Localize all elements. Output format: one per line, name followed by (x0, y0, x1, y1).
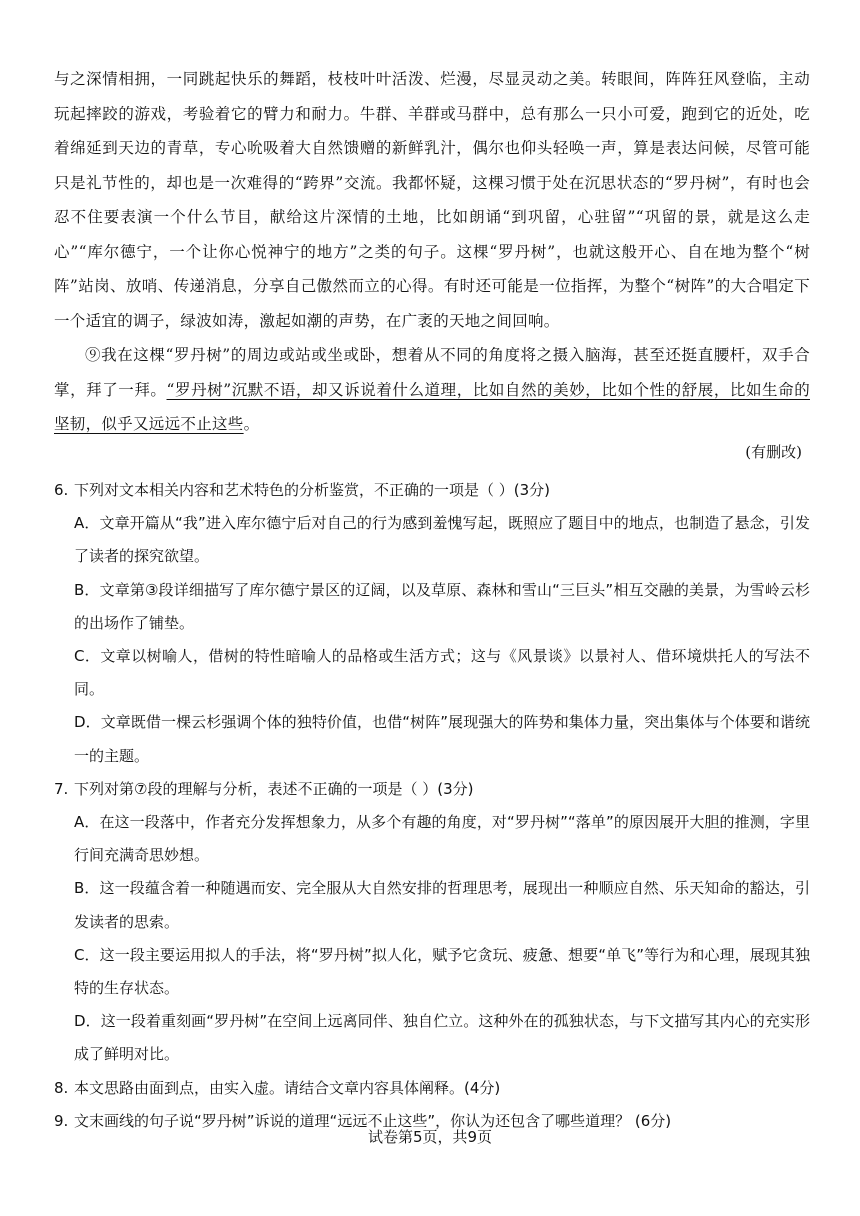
reading-passage (54, 62, 810, 442)
question-6 (54, 474, 810, 773)
question-list (54, 474, 810, 1138)
question-8 (54, 1072, 810, 1105)
option-d: D．这一段着重刻画“罗丹树”在空间上远离同伴、独自伫立。这种外在的孤独状态，与下文描写其内心的充实形成了鲜明对比。 (74, 1012, 810, 1064)
question-number: 7. (54, 779, 69, 798)
question-stem (54, 1072, 810, 1105)
question-number: 8. (54, 1078, 69, 1097)
question-stem (54, 474, 810, 507)
option-c: C．文章以树喻人，借树的特性暗喻人的品格或生活方式；这与《风景谈》以景衬人、借环境烘托人的写法不同。 (74, 647, 810, 699)
passage-paragraph-9 (54, 338, 810, 442)
option-c: C．这一段主要运用拟人的手法，将“罗丹树”拟人化，赋予它贪玩、疲惫、想要“单飞”等行为和心理，展现其独特的生存状态。 (74, 945, 810, 998)
option-a: A．文章开篇从“我”进入库尔德宁后对自己的行为感到羞愧写起，既照应了题目中的地点，也制造了悬念，引发了读者的探究欲望。 (74, 514, 810, 566)
underlined-sentence: “罗丹树”沉默不语，却又诉说着什么道理，比如自然的美妙，比如个性的舒展，比如生命的坚韧，似乎又远远不止这些 (54, 380, 810, 433)
option-b: B．这一段蕴含着一种随遇而安、完全服从大自然安排的哲理思考，展现出一种顺应自然、乐天知命的豁达，引发读者的思索。 (74, 879, 810, 931)
page-footer: 试卷第5页，共9页 (367, 1128, 493, 1146)
option-b: B．文章第③段详细描写了库尔德宁景区的辽阔，以及草原、森林和雪山“三巨头”相互交融的美景，为雪岭云杉的出场作了铺垫。 (74, 580, 810, 632)
option-d: D．文章既借一棵云杉强调个体的独特价值，也借“树阵”展现强大的阵势和集体力量，突出集体与个体要和谐统一的主题。 (74, 713, 810, 765)
question-number: 9. (54, 1111, 69, 1130)
question-text: 文末画线的句子说“罗丹树”诉说的道理“远远不止这些”，你认为还包含了哪些道理？ (6分) (74, 1111, 672, 1130)
question-text: 本文思路由面到点，由实入虚。请结合文章内容具体阐释。(4分) (74, 1078, 501, 1097)
question-7 (54, 773, 810, 1072)
paragraph-9-text: ⑨我在这棵“罗丹树”的周边或站或坐或卧，想着从不同的角度将之摄入脑海，甚至还挺直腰杆，双手合掌，拜了一拜。 (54, 346, 810, 399)
question-text: 下列对第⑦段的理解与分析，表述不正确的一项是（ ）(3分) (74, 779, 474, 798)
question-number: 6. (54, 481, 69, 499)
source-note: (有删改) (745, 443, 802, 461)
question-stem (54, 773, 810, 806)
question-text: 下列对文本相关内容和艺术特色的分析鉴赏，不正确的一项是（ ）(3分) (74, 481, 551, 499)
paragraph-9-end: 。 (243, 415, 260, 433)
option-a: A．在这一段落中，作者充分发挥想象力，从多个有趣的角度，对“罗丹树”“落单”的原因展开大胆的推测，字里行间充满奇思妙想。 (74, 813, 810, 865)
passage-paragraph-continued: 与之深情相拥，一同跳起快乐的舞蹈，枝枝叶叶活泼、烂漫，尽显灵动之美。转眼间，阵阵狂风登临，主动玩起摔跤的游戏，考验着它的臂力和耐力。牛群、羊群或马群中，总有那么一只小可爱，跑到它的近处，吃着绵延到天边的青草，专心吮吸着大自然馈赠的新鲜乳汁，偶尔也仰头轻唤一声，算是表达问候，尽管可能只是礼节性的，却也是一次难得的“跨界”交流。我都怀疑，这棵习惯于处在沉思状态的“罗丹树”，有时也会忍不住要表演一个什么节目，献给这片深情的土地，比如朗诵“到巩留，心驻留”“巩留的景，就是这么走心”“库尔德宁，一个让你心悦神宁的地方”之类的句子。这棵“罗丹树”，也就这般开心、自在地为整个“树阵”站岗、放哨、传递消息，分享自己傲然而立的心得。有时还可能是一位指挥，为整个“树阵”的大合唱定下一个适宜的调子，绿波如涛，激起如潮的声势，在广袤的天地之间回响。 (54, 70, 810, 330)
